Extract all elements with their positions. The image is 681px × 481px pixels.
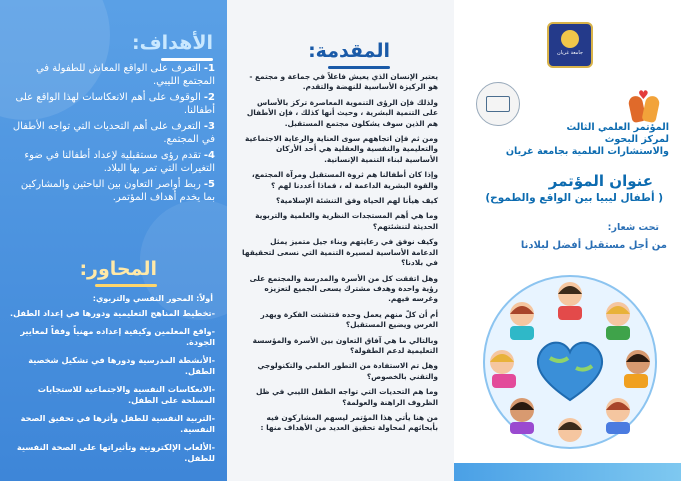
intro-paragraph: وهل اتفقت كل من الأسرة والمدرسة والمجتمع على رؤية واحدة وهدف مشترك يسعى الجميع لتعزيزه وغرسه فيهم. bbox=[249, 273, 438, 304]
conference-organizer bbox=[464, 122, 669, 158]
book-icon bbox=[486, 96, 510, 112]
goal-item: 4-تقدم رؤى مستقبلية لإعداد أطفالنا في ضوء التغيرات التي تمر بها البلاد. bbox=[24, 150, 215, 174]
slogan-heading: تحت شعار: bbox=[607, 222, 659, 233]
intro-paragraph: وما هي أهم المستجدات النظرية والعلمية والتربوية الحديثة لتنشئتهم؟ bbox=[255, 211, 438, 231]
intro-paragraph: وإذا كان أطفالنا هم ثروة المستقبل ومرآة المجتمع، والقوة البشرية الداعمة له ، فماذا أعددنا لهم ؟ bbox=[251, 170, 438, 190]
intro-paragraph: وكيف نوفق في رعايتهم وبناء جيل متميز يمثل الدعامة الأساسية لمسيرة التنمية التي نسعى لتحقيقها في بلادنا؟ bbox=[242, 237, 438, 268]
crest-icon bbox=[561, 30, 579, 48]
axis-item: -الانعكاسات النفسية والاجتماعية للاستجابات المسلحة على الطفل. bbox=[37, 384, 215, 405]
intro-paragraph: وهل تم الاستفادة من التطور العلمي والتكنولوجي والتقني بالخصوص؟ bbox=[257, 361, 438, 381]
goals-title: الأهداف: bbox=[132, 32, 213, 54]
intro-paragraph: ولذلك فإن الرؤى التنموية المعاصرة تركز بالأساس على التنمية البشرية ، وحيث أنها كذلك ، فإن الأطفال هم الذين سوف يشكلون مجتمع المستقبل. bbox=[246, 97, 438, 128]
intro-paragraph: يعتبر الإنسان الذي يعيش فاعلاً في جماعة و مجتمع - هو الركيزة الأساسية للنهضة والتقدم. bbox=[249, 72, 438, 92]
axes-title: المحاور: bbox=[79, 258, 157, 280]
conference-title-label: عنوان المؤتمر bbox=[548, 172, 653, 190]
axes-list bbox=[9, 308, 215, 471]
introduction-panel bbox=[227, 0, 454, 481]
axes-title-underline bbox=[95, 284, 157, 287]
intro-title: المقدمة: bbox=[308, 40, 390, 62]
conference-line: والاستشارات العلمية بجامعة غريان bbox=[505, 146, 669, 157]
intro-paragraph: من هنا يأتي هذا المؤتمر ليسهم المشاركون فيه بأبحاثهم لمحاولة تحقيق العديد من الأهداف منها : bbox=[260, 412, 438, 433]
intro-paragraph: وبالتالي ما هي آفاق التعاون بين الأسرة والمؤسسة التعليمية لدعم الطفولة؟ bbox=[252, 335, 438, 355]
intro-paragraph: أم أن كلّ منهم يعمل وحده فتتشتت الفكرة ويهدر الغرس ويضيع المستقبل؟ bbox=[260, 309, 438, 330]
goal-item: 5-ربط أواصر التعاون بين الباحثين والمشاركين بما يخدم أهداف المؤتمر. bbox=[20, 179, 215, 203]
axis-item: -الأنشطة المدرسية ودورها في تشكيل شخصية الطفل. bbox=[28, 355, 215, 376]
axis-item: -واقع المعلمين وكيفية إعداده مهنياً وفقاً لمعايير الجودة. bbox=[20, 326, 215, 347]
goal-item: 3-التعرف على أهم التحديات التي تواجه الأطفال في المجتمع. bbox=[12, 121, 215, 145]
logo-label: جامعة غريان bbox=[557, 50, 583, 56]
conference-title: ( أطفال ليبيا بين الواقع والطموح) bbox=[485, 192, 663, 204]
intro-paragraph: وما هم التحديات التي تواجه الطفل الليبي في ظل الظروف الراهنة والعولمة؟ bbox=[255, 387, 438, 407]
axis-item: -تخطيط المناهج التعليمية ودورها في إعداد الطفل. bbox=[9, 308, 215, 318]
goals-list bbox=[11, 62, 215, 207]
goals-axes-panel bbox=[0, 0, 227, 481]
intro-title-underline bbox=[328, 66, 390, 69]
intro-paragraph: كيف هيأنا لهم الحياة وفق التنشئة الإسلامية؟ bbox=[276, 196, 438, 206]
children-circle-illustration bbox=[480, 272, 660, 452]
axes-subheading: أولاً: المحور النفسي والتربوي: bbox=[92, 294, 213, 303]
goal-item: 1-التعرف على الواقع المعاش للطفولة في المجتمع الليبي. bbox=[35, 63, 215, 87]
slogan-text: من أجل مستقبل أفضل لبلادنا bbox=[520, 240, 667, 251]
goals-title-underline bbox=[161, 58, 213, 61]
intro-body bbox=[242, 72, 438, 439]
conference-line: المؤتمر العلمي الثالث bbox=[566, 122, 669, 133]
conference-line: لمركز البحوث bbox=[604, 134, 669, 145]
goal-item: 2-الوقوف على أهم الانعكاسات لهذا الواقع على أطفالنا. bbox=[15, 92, 215, 116]
intro-paragraph: ومن ثم فإن اتجاههم سوى العناية والرعاية الاجتماعية والتعليمية والنفسية والعقلية هي أحد الأركان الأساسية لبناء التنمية الإنسانية. bbox=[245, 134, 438, 164]
university-logo bbox=[547, 22, 593, 68]
research-center-logo bbox=[476, 82, 520, 126]
axis-item: -الألعاب الإلكترونية وتأثيراتها على الصحة النفسية للطفل. bbox=[16, 442, 215, 463]
heart-icon: ♥ bbox=[638, 88, 649, 102]
footer-bar bbox=[454, 463, 681, 481]
children-hands-logo bbox=[622, 82, 666, 126]
axis-item: -التربية النفسية للطفل وأثرها في تحقيق الصحة النفسية. bbox=[20, 413, 215, 434]
cover-panel bbox=[454, 0, 681, 481]
